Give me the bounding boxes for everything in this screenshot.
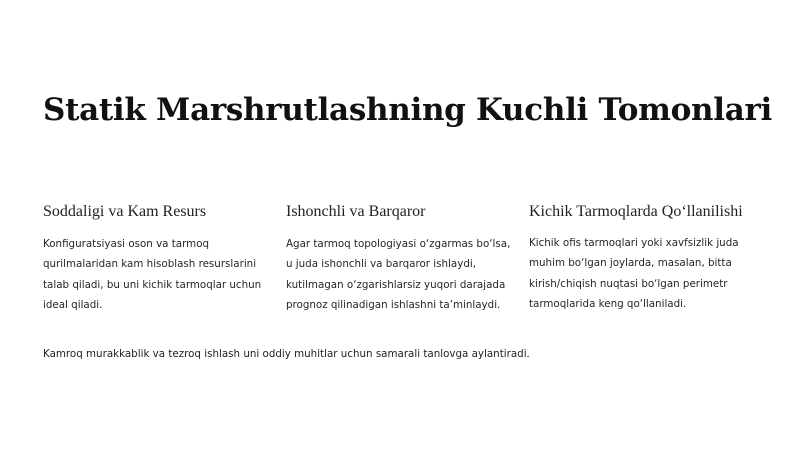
column-body: Kichik ofis tarmoqlari yoki xavfsizlik juda muhim bo‘lgan joylarda, masalan, bitta kirish/chiqish nuqtasi bo‘lgan perimetr tarmoqlarida keng qo‘llaniladi. xyxy=(529,237,739,310)
slide-title: Statik Marshrutlashning Kuchli Tomonlari xyxy=(43,92,772,128)
column-heading: Kichik Tarmoqlarda Qo‘llanilishi xyxy=(529,203,743,220)
strength-column-reliability xyxy=(286,202,512,315)
column-heading: Soddaligi va Kam Resurs xyxy=(43,203,207,220)
strength-column-simplicity xyxy=(43,202,269,315)
column-heading: Ishonchli va Barqaror xyxy=(286,203,426,220)
slide-summary: Kamroq murakkablik va tezroq ishlash uni oddiy muhitlar uchun samarali tanlovga aylantiradi. xyxy=(43,348,530,360)
column-body: Agar tarmoq topologiyasi o‘zgarmas bo‘lsa, u juda ishonchli va barqaror ishlaydi, kutilmagan o‘zgarishlarsiz yuqori darajada prognoz qilinadigan ishlashni ta’minlaydi. xyxy=(286,238,511,311)
column-body: Konfiguratsiyasi oson va tarmoq qurilmalaridan kam hisoblash resurslarini talab qiladi, bu uni kichik tarmoqlar uchun ideal qiladi. xyxy=(43,238,262,311)
strength-column-small-networks xyxy=(529,202,755,314)
